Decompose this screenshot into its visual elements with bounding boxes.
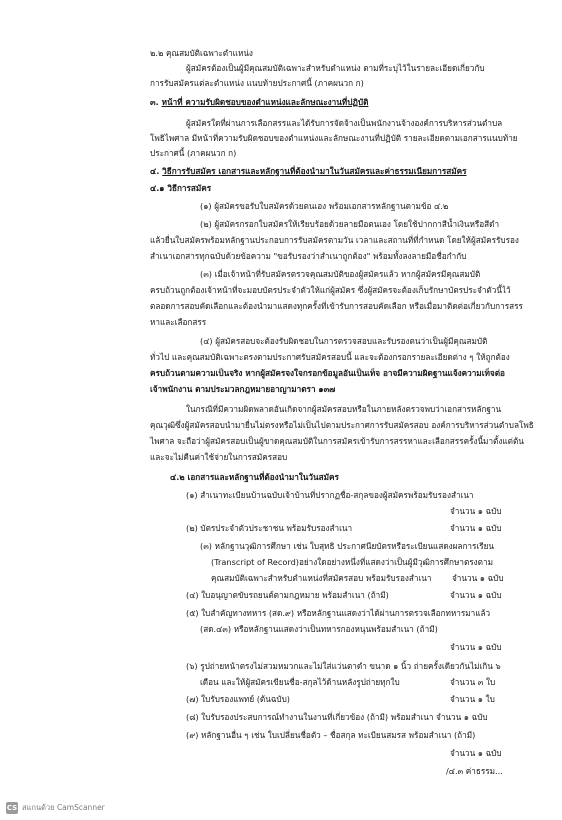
section-4-2-item-4: (๔) ใบอนุญาตขับรถยนต์ตามกฎหมาย พร้อมสำเนา (ถ้ามี) <box>186 590 389 600</box>
section-4-2-item-3-line-2: (Transcript of Record)อย่างใดอย่างหนึ่งที่แสดงว่าเป็นผู้มีวุฒิการศึกษาตรงตาม <box>211 557 493 567</box>
section-4-1-item-2-line-1: (๒) ผู้สมัครกรอกใบสมัครให้เรียบร้อยด้วยลายมือตนเอง โดยใช้ปากกาสีน้ำเงินหรือสีดำ <box>200 219 500 229</box>
section-3-title: หน้าที่ ความรับผิดชอบของตำแหน่งและลักษณะงานที่ปฏิบัติ <box>161 97 369 107</box>
section-4-1-para-line-3: ไพศาล จะถือว่าผู้สมัครสอบเป็นผู้ขาดคุณสมบัติในการสมัครเข้ารับการสรรหาและเลือกสรรครั้งนี้มาตั้งแต่ต้น <box>150 436 524 446</box>
section-4-2-item-2-amount: จำนวน ๑ ฉบับ <box>450 523 502 533</box>
section-4-1-para-line-1: ในกรณีที่มีความผิดพลาดอันเกิดจากผู้สมัครสอบหรือในภายหลังตรวจพบว่าเอกสารหลักฐาน <box>186 404 502 414</box>
section-4-1-item-1: (๑) ผู้สมัครขอรับใบสมัครด้วยตนเอง พร้อมเอกสารหลักฐานตามข้อ ๔.๒ <box>200 201 449 211</box>
section-4-number: ๔. <box>150 166 160 176</box>
section-4-1-item-3-line-1: (๓) เมื่อเจ้าหน้าที่รับสมัครตรวจคุณสมบัติของผู้สมัครแล้ว หากผู้สมัครมีคุณสมบัติ <box>200 269 481 279</box>
section-4-2-item-7-amount: จำนวน ๑ ใบ <box>450 694 495 704</box>
camscanner-label: สแกนด้วย CamScanner <box>22 802 105 812</box>
section-4-2-title: ๔.๒ เอกสารและหลักฐานที่ต้องนำมาในวันสมัคร <box>170 472 339 482</box>
section-3-text-3: ประกาศนี้ (ภาคผนวก ก) <box>150 148 237 158</box>
section-4-2-item-8: (๘) ใบรับรองประสบการณ์ทำงานในงานที่เกี่ยวข้อง (ถ้ามี) พร้อมสำเนา จำนวน ๑ ฉบับ <box>186 712 488 722</box>
camscanner-watermark <box>6 802 105 814</box>
section-4-heading <box>150 166 467 178</box>
section-4-2-item-5-line-1: (๕) ใบสำคัญทางทหาร (สด.๙) หรือหลักฐานแสดงว่าได้ผ่านการตรวจเลือกทหารมาแล้ว <box>186 608 491 618</box>
section-4-1-item-2-line-2: แล้วยื่นใบสมัครพร้อมหลักฐานประกอบการรับสมัครตามวัน เวลาและสถานที่ที่กำหนด โดยให้ผู้สมัครรับรอง <box>150 235 519 245</box>
section-4-2-item-5-amount: จำนวน ๑ ฉบับ <box>450 642 502 652</box>
section-4-2-item-6-line-1: (๖) รูปถ่ายหน้าตรงไม่สวมหมวกและไม่ใส่แว่นตาดำ ขนาด ๑ นิ้ว ถ่ายครั้งเดียวกันไม่เกิน ๖ <box>186 661 501 671</box>
section-4-1-title: ๔.๑ วิธีการสมัคร <box>150 183 212 193</box>
section-2-2-text-2: การรับสมัครแต่ละตำแหน่ง แนบท้ายประกาศนี้ (ภาคผนวก ก) <box>150 78 364 88</box>
section-4-1-item-3-line-2: ครบถ้วนถูกต้องเจ้าหน้าที่จะมอบบัตรประจำตัวให้แก่ผู้สมัคร ซึ่งผู้สมัครจะต้องเก็บรักษาบัตรประจำตัวนี้ไว้ <box>150 285 511 295</box>
camscanner-logo-icon: CS <box>6 804 18 812</box>
section-4-2-item-3-line-1: (๓) หลักฐานวุฒิการศึกษา เช่น ใบสุทธิ ประกาศนียบัตรหรือระเบียนแสดงผลการเรียน <box>200 541 495 551</box>
section-4-1-item-4-line-4: เจ้าพนักงาน ตามประมวลกฎหมายอาญามาตรา ๑๓๗ <box>150 384 336 394</box>
section-4-1-para-line-4: และจะไม่คืนค่าใช้จ่ายในการสมัครสอบ <box>150 452 288 462</box>
section-4-1-item-3-line-3: ตลอดการสอบคัดเลือกและต้องนำมาแสดงทุกครั้งที่เข้ารับการสอบคัดเลือก หรือเมื่อมาติดต่อเกี่ยวกับการสรร <box>150 301 523 311</box>
section-4-2-item-7: (๗) ใบรับรองแพทย์ (ต้นฉบับ) <box>186 694 290 704</box>
section-4-2-item-1-amount: จำนวน ๑ ฉบับ <box>450 506 502 516</box>
section-4-2-item-3-line-3: คุณสมบัติเฉพาะสำหรับตำแหน่งที่สมัครสอบ พร้อมรับรองสำเนา <box>211 573 432 583</box>
section-4-1-item-2-line-3: สำเนาเอกสารทุกฉบับด้วยข้อความ "ขอรับรองว่าสำเนาถูกต้อง" พร้อมทั้งลงลายมือชื่อกำกับ <box>150 251 467 261</box>
section-4-2-item-9: (๙) หลักฐานอื่น ๆ เช่น ใบเปลี่ยนชื่อตัว – ชื่อสกุล ทะเบียนสมรส พร้อมสำเนา (ถ้ามี) <box>186 730 476 740</box>
continuation-marker: /๔.๓ ค่าธรรม... <box>446 766 503 776</box>
section-4-2-item-9-amount: จำนวน ๑ ฉบับ <box>450 748 502 758</box>
section-4-1-item-4-line-1: (๔) ผู้สมัครสอบจะต้องรับผิดชอบในการตรวจสอบและรับรองตนว่าเป็นผู้มีคุณสมบัติ <box>200 336 488 346</box>
section-4-2-item-3-amount: จำนวน ๑ ฉบับ <box>452 573 504 583</box>
section-2-2-text-1: ผู้สมัครต้องเป็นผู้มีคุณสมบัติเฉพาะสำหรับตำแหน่ง ตามที่ระบุไว้ในรายละเอียดเกี่ยวกับ <box>186 63 485 73</box>
section-2-2-title: ๒.๒ คุณสมบัติเฉพาะตำแหน่ง <box>150 48 253 58</box>
section-3-number: ๓. <box>150 97 159 107</box>
section-4-title: วิธีการรับสมัคร เอกสารและหลักฐานที่ต้องนำมาในวันสมัครและค่าธรรมเนียมการสมัคร <box>162 166 467 176</box>
section-4-2-item-2: (๒) บัตรประจำตัวประชาชน พร้อมรับรองสำเนา <box>186 523 353 533</box>
section-4-2-item-1: (๑) สำเนาทะเบียนบ้านฉบับเจ้าบ้านที่ปรากฏชื่อ-สกุลของผู้สมัครพร้อมรับรองสำเนา <box>186 490 474 500</box>
section-4-2-item-6-amount: จำนวน ๓ ใบ <box>450 677 496 687</box>
section-4-1-item-4-line-3: ครบถ้วนตามความเป็นจริง หากผู้สมัครจงใจกรอกข้อมูลอันเป็นเท็จ อาจมีความผิดฐานแจ้งความเท็จต่อ <box>150 368 505 378</box>
section-4-2-item-6-line-2: เดือน และให้ผู้สมัครเขียนชื่อ-สกุลไว้ด้านหลังรูปถ่ายทุกใบ <box>200 677 400 687</box>
section-3-text-1: ผู้สมัครใดที่ผ่านการเลือกสรรและได้รับการจัดจ้างเป็นพนักงานจ้างองค์การบริหารส่วนตำบล <box>186 118 503 128</box>
section-4-2-item-4-amount: จำนวน ๑ ฉบับ <box>450 590 502 600</box>
section-3-heading <box>150 97 368 109</box>
section-4-1-item-3-line-4: หาและเลือกสรร <box>150 317 207 327</box>
section-3-text-2: โพธิไพศาล มีหน้าที่ความรับผิดชอบของตำแหน่งและลักษณะงานที่ปฏิบัติ รายละเอียดตามเอกสารแนบท้าย <box>150 133 518 143</box>
section-4-2-item-5-line-2: (สด.๔๓) หรือหลักฐานแสดงว่าเป็นทหารกองหนุนพร้อมสำเนา (ถ้ามี) <box>200 624 438 634</box>
section-4-1-item-4-line-2: ทั่วไป และคุณสมบัติเฉพาะตรงตามประกาศรับสมัครสอบนี้ และจะต้องกรอกรายละเอียดต่าง ๆ ให้ถูกต้อง <box>150 352 510 362</box>
section-4-1-para-line-2: คุณวุฒิซึ่งผู้สมัครสอบนำมายื่นไม่ตรงหรือไม่เป็นไปตามประกาศการรับสมัครสอบ องค์การบริหารส่วนตำบลโพธิ <box>150 420 534 430</box>
